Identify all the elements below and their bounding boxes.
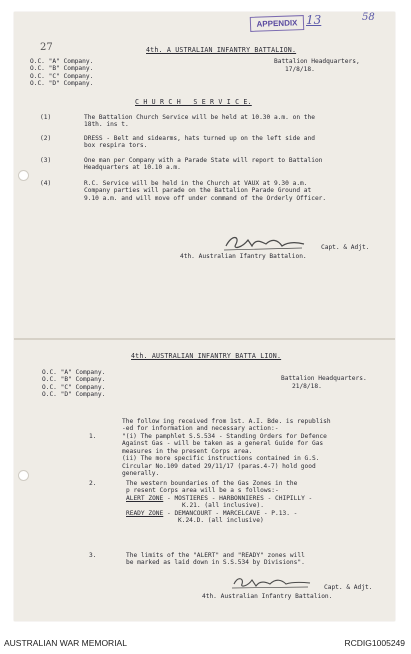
recipient: O.C. "B" Company. (42, 376, 106, 384)
order1-unit-title: 4th. A USTRALIAN INFANTRY BATTALION. (146, 46, 297, 54)
para-line: The limits of the "ALERT" and "READY" zones will (126, 552, 305, 559)
para-line: be marked as laid down in S.S.534 by Divisions". (126, 559, 305, 567)
ready-zone-text: - DEMANCOURT - MARCELCAVE - P.13. - (163, 509, 298, 517)
ready-zone-ref: K.24.D. (all inclusive) (178, 517, 264, 525)
alert-zone-label: ALERT ZONE (126, 494, 164, 502)
alert-zone-ref: K.21. (all inclusive). (182, 502, 264, 510)
order2-recipients (42, 369, 105, 399)
recipient: O.C. "C" Company. (42, 383, 106, 391)
footer-record-id: RCDIG1005249 (344, 638, 405, 648)
item-number: (2) (40, 135, 52, 142)
para1-text (122, 433, 327, 477)
recipient: O.C. "A" Company. (30, 58, 94, 65)
order2-hq: Battalion Headquarters. (281, 375, 367, 382)
item-line: Company parties will parade on the Battalion Parade Ground at (84, 187, 312, 195)
para-line: Circular No.109 dated 29/11/17 (paras.4-7) hold good (122, 462, 316, 470)
item-line: Headquarters at 10.10 a.m. (84, 164, 181, 172)
item-line: One man per Company with a Parade State will report to Battalion (84, 157, 323, 164)
order2-intro (122, 418, 331, 433)
signature (230, 572, 320, 592)
para-line: p resent Corps area will be a s follows:- (126, 487, 279, 495)
appendix-stamp: APPENDIX (250, 15, 304, 32)
order1-sign-rank: Capt. & Adjt. (321, 244, 370, 251)
recipient: O.C. "D" Company. (30, 80, 94, 88)
order2-sign-unit: 4th. Australian Infantry Battalion. (202, 593, 333, 600)
appendix-number: 13 (306, 13, 322, 27)
para-line: The western boundaries of the Gas Zones in the (126, 480, 298, 487)
para-number: 3. (89, 552, 97, 559)
para-number: 1. (89, 433, 97, 440)
page-number: 58 (362, 12, 375, 23)
order1-sign-unit: 4th. Australian Ifantry Battalion. (180, 253, 307, 260)
order1-hq: Battalion Headquarters, (274, 58, 360, 65)
order2-unit-title: 4th. AUSTRALIAN INFANTRY BATTA LION. (131, 352, 282, 360)
para-line: measures in the present Corps area. (122, 447, 253, 455)
item-line: R.C. Service will be held in the Church at VAUX at 9.30 a.m. (84, 180, 308, 187)
para-line: generally. (122, 470, 160, 478)
recipient: O.C. "A" Company. (42, 369, 106, 376)
order1-heading: C H U R C H S E R V I C E. (135, 98, 252, 106)
para2-text (126, 480, 312, 524)
item-line: The Battalion Church Service will be held at 10.30 a.m. on the (84, 114, 315, 121)
para-number: 2. (89, 480, 97, 487)
item-number: (3) (40, 157, 52, 164)
para-line: Against Gas - will be taken as a general Guide for Gas (122, 440, 324, 448)
item-number: (4) (40, 180, 52, 187)
signature (222, 232, 322, 254)
recipient: O.C. "D" Company. (42, 391, 106, 399)
ready-zone-label: READY ZONE (126, 509, 164, 517)
recipient: O.C. "B" Company. (30, 65, 94, 73)
item-text (84, 135, 315, 150)
item-text (84, 114, 315, 129)
para3-text (126, 552, 305, 567)
item-number: (1) (40, 114, 52, 121)
intro-line: The follow ing received from 1st. A.I. Bde. is republish (122, 418, 331, 425)
ready-zone-line (126, 510, 312, 517)
item-text (84, 157, 322, 172)
item-line: 18th. ins t. (84, 121, 129, 129)
para-line: "(i) The pamphlet S.S.534 - Standing Orders for Defence (122, 433, 327, 440)
alert-zone-line (126, 495, 312, 502)
item-line: box respira tors. (84, 142, 148, 150)
punch-hole (18, 170, 29, 181)
item-line: 9.10 a.m. and will move off under command of the Orderly Officer. (84, 194, 327, 202)
alert-zone-text: - MOSTIERES - HARBONNIERES - CHIPILLY - (163, 494, 313, 502)
page-fold (14, 338, 395, 340)
item-text (84, 180, 326, 202)
item-line: DRESS - Belt and sidearms, hats turned up on the left side and (84, 135, 315, 142)
para-line: (ii) The more specific instructions contained in G.S. (122, 455, 320, 463)
order1-recipients (30, 58, 93, 88)
order2-sign-rank: Capt. & Adjt. (324, 584, 373, 591)
recipient: O.C. "C" Company. (30, 72, 94, 80)
order2-date: 21/8/18. (292, 383, 322, 390)
order-number: 27 (40, 42, 53, 53)
punch-hole (18, 470, 29, 481)
order1-date: 17/8/18. (285, 66, 315, 73)
footer-archive-name: AUSTRALIAN WAR MEMORIAL (4, 638, 127, 648)
intro-line: -ed for information and necessary action:- (122, 425, 279, 433)
